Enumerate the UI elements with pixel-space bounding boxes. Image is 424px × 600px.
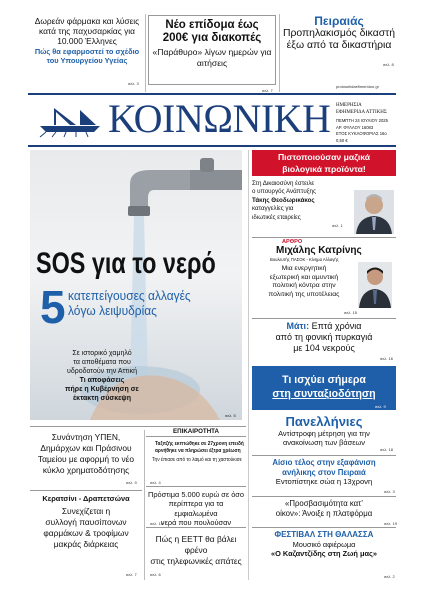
hero-number: 5 [40, 281, 66, 333]
bottom-epik-t8: στις τηλεφωνικές απάτες [150, 556, 242, 566]
bottom-ypen-t1: Συνάντηση ΥΠΕΝ, [51, 432, 121, 442]
bottom-epik-kicker: ΕΠΙΚΑΙΡΟΤΗΤΑ [146, 428, 246, 437]
side-fest-page: σελ. 2 [384, 574, 395, 579]
side-article-t2: εξωτερική και αμυντική [269, 273, 339, 281]
top-middle-headline1: Νέο επίδομα έως [165, 19, 259, 31]
bottom-ypen-t2: Δημάρχων και Πράσινου [40, 443, 132, 453]
top-left-story[interactable] [32, 16, 142, 65]
masthead-price: 0,50 € [336, 137, 348, 143]
side-mati-page: σελ. 16 [380, 356, 393, 361]
side-bio-t5: ιδιωτικές εταιρείες [252, 213, 301, 221]
side-bio-portrait [354, 190, 394, 234]
hero-caption [42, 349, 162, 403]
side-article-page: σελ. 15 [344, 310, 357, 315]
bottom-ypen-page: σελ. 9 [126, 480, 137, 485]
top-middle-headline2: 200€ για διακοπές [162, 32, 262, 44]
bottom-epik-t1: Ταξιτζής εκπτώθηκε σε 27χρονη επειδή [155, 441, 244, 447]
masthead-logo [36, 104, 108, 138]
hero-caption6: έκτακτη σύσκεψη [73, 395, 131, 402]
side-aisio[interactable] [252, 458, 396, 487]
side-mati-t3: με 104 νεκρούς [293, 343, 355, 353]
top-right-email: protoselidaefimeridon.gr [336, 84, 379, 89]
hero-title: SOS για το νερό [36, 247, 216, 280]
hero-caption5: πήρε η Κυβέρνηση σε [65, 386, 139, 393]
bottom-kerat-kicker: Κερατσίνι - Δραπετσώνα [42, 494, 130, 503]
side-article-text [254, 265, 354, 299]
masthead-info [336, 103, 402, 145]
bottom-epik-t7: Πώς η ΕΕΤΤ θα βάλει φρένο [155, 534, 237, 555]
bottom-kerat-t2: συλλογή παυσίπονων [45, 517, 127, 527]
bottom-epik-t3: Την έπιασε από το λαιμό και τη χαστούκισε [152, 456, 242, 463]
side-fest-t1: Μουσικό αφιέρωμα [292, 540, 356, 549]
side-synt-t1: Τι ισχύει σήμερα [282, 374, 366, 386]
side-aisio-t2: ανήλικης στον Πειραιά [282, 467, 366, 477]
side-article-name: Μιχάλης Κατρίνης [276, 245, 362, 256]
bottom-kerat[interactable] [30, 494, 142, 550]
top-right-kicker: Πειραιάς [314, 14, 364, 28]
hero-caption1: Σε ιστορικό χαμηλό [72, 350, 132, 357]
hero-sub2: λόγω λειψυδρίας [68, 303, 157, 318]
masthead-year: ΕΤΟΣ ΚΥΚΛΟΦΟΡΙΑΣ 16ο [336, 131, 387, 137]
side-article-t1: Μια ενεργητική [281, 265, 327, 272]
hero-sub [68, 288, 248, 318]
side-bio-page: σελ. 1 [332, 223, 343, 228]
side-oikon-page: σελ. 19 [384, 521, 397, 526]
bottom-epik-page2: σελ. 16 [150, 521, 163, 526]
bottom-epik-t5: περίπτερα για τα εμφιαλωμένα [168, 499, 224, 518]
top-middle-page: σελ. 7 [262, 88, 273, 93]
masthead-date: ΠΕΜΠΤΗ 24 ΙΟΥΛΙΟΥ 2025 [336, 118, 388, 124]
bottom-kerat-t3: φαρμάκων & τροφίμων [43, 528, 129, 538]
side-panel-t2: ανακοίνωση των βάσεων [283, 438, 365, 448]
top-middle-story[interactable] [148, 15, 276, 85]
side-article-t3: πολιτική κόντρα στην [272, 282, 336, 290]
bottom-kerat-t4: μακράς διάρκειας [53, 539, 119, 549]
side-aisio-t1: Αίσιο τέλος στην εξαφάνιση [272, 458, 376, 467]
side-synt-page: σελ. 9 [375, 404, 386, 409]
bottom-epik[interactable] [146, 428, 246, 464]
bottom-epik-story3[interactable] [146, 534, 246, 567]
side-article-kicker: ΑΡΘΡΟ [282, 239, 303, 245]
side-article-t4: πολιτική της υποτέλειας [268, 290, 340, 298]
bottom-epik-t6: νερά που πουλούσαν [160, 518, 232, 528]
top-middle-text: «Παράθυρο» λίγων ημερών για αιτήσεις [152, 47, 272, 68]
bottom-epik-t4: Πρόστιμα 5.000 ευρώ σε όσο [148, 490, 244, 499]
side-bio-title1: Πιστοποιούσαν μαζικά [277, 152, 371, 162]
side-mati-t2: από τη φονική πυρκαγιά [275, 332, 373, 342]
hero-caption4: Τι αποφάσεις [79, 377, 125, 384]
side-bio-title2: βιολογικά προϊόντα! [282, 164, 366, 174]
masthead-title: ΚΟΙΝΩΝΙΚΗ [108, 96, 331, 141]
side-aisio-t3: Εντοπίστηκε σώα η 13χρονη [275, 477, 373, 487]
masthead-tag2: ΕΦΗΜΕΡΙΔΑ ΑΤΤΙΚΗΣ [336, 109, 387, 115]
top-right-text: Προπηλακισμός δικαστή έξω από τα δικαστήρια [282, 28, 396, 51]
top-left-page: σελ. 3 [128, 81, 139, 86]
side-bio-text [252, 180, 352, 222]
side-oikon[interactable] [252, 499, 396, 519]
bottom-kerat-t1: Συνεχίζεται η [61, 506, 111, 516]
side-fest-t2: «Ο Καζαντζίδης στη Ζωή μας» [271, 549, 377, 559]
side-article-portrait [358, 262, 392, 308]
side-aisio-page: σελ. 3 [384, 489, 395, 494]
bottom-epik-page1: σελ. 4 [150, 480, 161, 485]
bottom-ypen[interactable] [30, 432, 142, 476]
side-bio-t2: ο υπουργός Ανάπτυξης [252, 188, 316, 196]
masthead-tag1: ΗΜΕΡΗΣΙΑ [336, 103, 362, 108]
bottom-ypen-t4: κύκλο χρηματοδότησης [42, 465, 130, 475]
side-fest-title: ΦΕΣΤΙΒΑΛ ΣΤΗ ΘΑΛΑΣΣΑ [274, 530, 374, 539]
side-synt-t2: στη συνταξιοδότηση [272, 388, 376, 400]
side-oikon-t2: οίκον»: Άνοιξε η πλατφόρμα [275, 509, 373, 518]
side-panel[interactable] [252, 414, 396, 448]
hero-caption3: υδροδοτούν την Αττική [67, 368, 137, 375]
top-right-story[interactable] [282, 14, 396, 52]
side-bio-title[interactable] [252, 150, 396, 176]
bottom-ypen-t3: Ταμείου με αφορμή το νέο [37, 454, 135, 464]
side-panel-t1: Αντίστροφη μέτρηση για την [278, 429, 370, 438]
side-oikon-t1: «Προσβασιμότητα κατ’ [285, 499, 363, 508]
side-panel-title: Πανελλήνιες [285, 414, 363, 429]
side-mati-t1: Επτά χρόνια [311, 321, 362, 331]
side-panel-page: σελ. 18 [380, 447, 393, 452]
bottom-epik-page3: σελ. 6 [150, 572, 161, 577]
hero-caption2: τα αποθέματα που [73, 359, 131, 366]
top-left-sub: Πώς θα εφαρμοστεί το σχέδιο του Υπουργείου Υγείας [34, 47, 140, 65]
bottom-epik-t2: αρνήθηκε να πληρώσει έξτρα χρέωση [155, 448, 241, 455]
hero-sub1: κατεπείγουσες αλλαγές [68, 288, 191, 303]
bottom-kerat-page: σελ. 7 [126, 572, 137, 577]
hero-page: σελ. 5 [225, 413, 236, 418]
masthead-issue: ΑΡ. ΦΥΛΛΟΥ 16083 [336, 124, 374, 130]
side-bio-t4: καταγγελίες για [252, 205, 294, 213]
side-fest[interactable] [252, 530, 396, 559]
side-bio-t1: Στη Δικαιοσύνη έστειλε [252, 180, 315, 187]
top-right-page: σελ. 8 [383, 62, 394, 67]
side-mati-kicker: Μάτι: [286, 321, 310, 331]
top-left-text: Δωρεάν φάρμακα και λύσεις κατά της παχυσαρκίας για 10.000 Έλληνες [34, 16, 140, 46]
side-mati[interactable] [252, 321, 396, 354]
side-article-role: Βουλευτής ΠΑΣΟΚ - Κίνημα Αλλαγής [270, 257, 339, 262]
side-bio-t3: Τάκης Θεοδωρικάκος [252, 196, 315, 204]
